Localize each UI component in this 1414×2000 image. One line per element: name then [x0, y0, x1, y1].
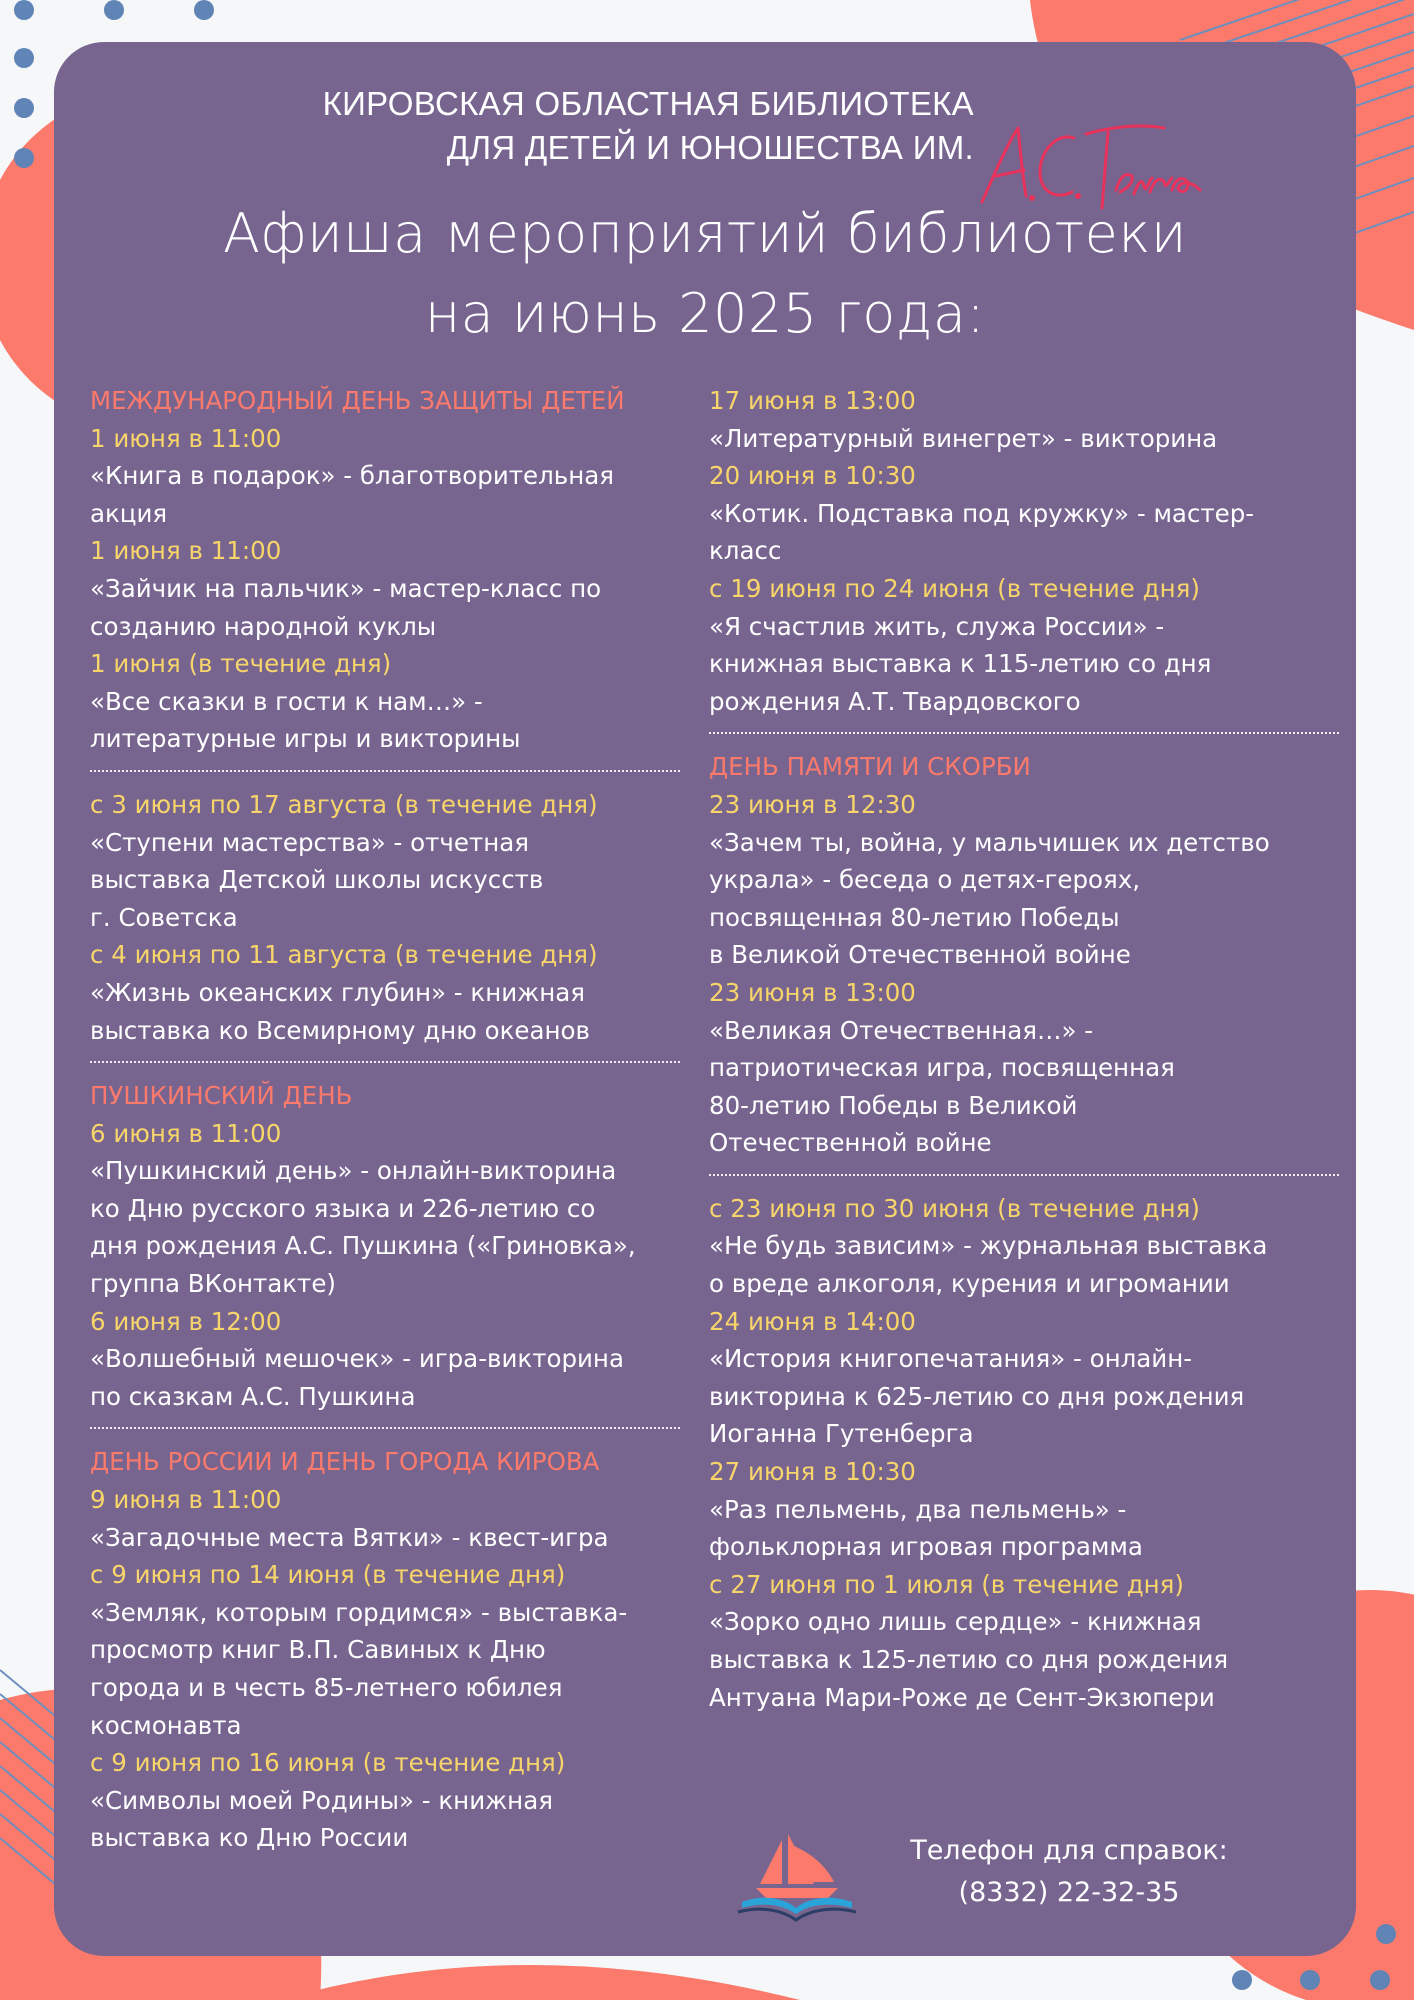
dot-decoration — [14, 148, 34, 168]
event-description: выставка Детской школы искусств — [90, 865, 544, 895]
section-heading: ПУШКИНСКИЙ ДЕНЬ — [90, 1081, 353, 1111]
event-description: Антуана Мари-Роже де Сент-Экзюпери — [709, 1682, 1215, 1712]
dot-decoration — [1232, 1970, 1252, 1990]
section-heading: МЕЖДУНАРОДНЫЙ ДЕНЬ ЗАЩИТЫ ДЕТЕЙ — [90, 386, 625, 415]
event-description: «История книгопечатания» - онлайн- — [709, 1344, 1193, 1374]
event-date: 6 июня в 12:00 — [90, 1306, 282, 1336]
event-description: выставка ко Дню России — [90, 1823, 409, 1853]
event-description: о вреде алкоголя, курения и игромании — [709, 1269, 1230, 1299]
event-description: класс — [709, 536, 782, 566]
event-description: в Великой Отечественной войне — [709, 940, 1131, 970]
dotted-separator — [90, 1061, 680, 1063]
event-description: «Зачем ты, война, у мальчишек их детство — [709, 827, 1270, 857]
event-description: «Символы моей Родины» - книжная — [90, 1785, 553, 1815]
event-date: с 19 июня по 24 июня (в течение дня) — [709, 573, 1200, 603]
event-description: украла» - беседа о детях-героях, — [709, 865, 1141, 895]
title-line2: на июнь 2025 года: — [424, 282, 986, 345]
event-description: созданию народной куклы — [90, 611, 437, 641]
page-title — [54, 194, 1356, 354]
event-description: «Пушкинский день» - онлайн-викторина — [90, 1156, 617, 1186]
event-date: с 23 июня по 30 июня (в течение дня) — [709, 1193, 1200, 1223]
event-description: «Зайчик на пальчик» - мастер-класс по — [90, 573, 602, 603]
event-description: викторина к 625-летию со дня рождения — [709, 1381, 1245, 1411]
contact-label: Телефон для справок: — [910, 1835, 1228, 1866]
title-line1: Афиша мероприятий библиотеки — [223, 202, 1187, 265]
dotted-separator — [709, 1174, 1339, 1176]
event-date: 17 июня в 13:00 — [709, 386, 916, 415]
event-description: «Зорко одно лишь сердце» - книжная — [709, 1607, 1202, 1637]
event-description: по сказкам А.С. Пушкина — [90, 1381, 416, 1411]
event-description: фольклорная игровая программа — [709, 1532, 1143, 1562]
library-name-line2: ДЛЯ ДЕТЕЙ И ЮНОШЕСТВА ИМ. — [446, 129, 974, 166]
event-date: с 9 июня по 14 июня (в течение дня) — [90, 1560, 566, 1590]
event-description: Иоганна Гутенберга — [709, 1419, 974, 1449]
event-date: 1 июня (в течение дня) — [90, 649, 392, 679]
event-description: посвященная 80-летию Победы — [709, 902, 1120, 932]
events-right-column — [709, 382, 1339, 1716]
contact-phone: (8332) 22-32-35 — [958, 1877, 1180, 1908]
event-date: 23 июня в 13:00 — [709, 977, 916, 1007]
dot-decoration — [1300, 1970, 1320, 1990]
event-description: «Загадочные места Вятки» - квест-игра — [90, 1522, 609, 1552]
event-description: группа ВКонтакте) — [90, 1269, 336, 1299]
event-description: «Литературный винегрет» - викторина — [709, 423, 1218, 453]
event-date: 20 июня в 10:30 — [709, 461, 916, 491]
contact-info — [889, 1830, 1249, 1914]
event-description: «Жизнь океанских глубин» - книжная — [90, 977, 586, 1007]
dotted-separator — [709, 732, 1339, 734]
event-description: литературные игры и викторины — [90, 724, 521, 754]
event-description: рождения А.Т. Твардовского — [709, 686, 1081, 716]
dot-decoration — [14, 0, 34, 20]
event-description: «Все сказки в гости к нам…» - — [90, 686, 483, 716]
dot-decoration — [1376, 1924, 1396, 1944]
event-date: 9 июня в 11:00 — [90, 1485, 282, 1515]
event-description: «Раз пельмень, два пельмень» - — [709, 1494, 1127, 1524]
event-date: 1 июня в 11:00 — [90, 423, 282, 453]
event-date: 6 июня в 11:00 — [90, 1118, 282, 1148]
library-name — [224, 82, 974, 170]
dot-decoration — [194, 0, 214, 20]
poster-card — [54, 42, 1356, 1956]
event-date: с 9 июня по 16 июня (в течение дня) — [90, 1748, 566, 1778]
event-description: 80-летию Победы в Великой — [709, 1090, 1078, 1120]
event-description: «Я счастлив жить, служа России» - — [709, 611, 1165, 641]
event-description: книжная выставка к 115-летию со дня — [709, 649, 1212, 679]
event-date: с 3 июня по 17 августа (в течение дня) — [90, 789, 598, 819]
dot-decoration — [14, 48, 34, 68]
event-description: Отечественной войне — [709, 1128, 992, 1158]
event-description: ко Дню русского языка и 226-летию со — [90, 1193, 596, 1223]
dot-decoration — [104, 0, 124, 20]
event-description: «Великая Отечественная…» - — [709, 1015, 1094, 1045]
event-description: города и в честь 85-летнего юбилея — [90, 1673, 563, 1702]
event-description: акция — [90, 498, 168, 528]
event-description: просмотр книг В.П. Савиных к Дню — [90, 1635, 546, 1665]
event-description: «Книга в подарок» - благотворительная — [90, 461, 614, 491]
section-heading: ДЕНЬ ПАМЯТИ И СКОРБИ — [709, 752, 1031, 782]
dot-decoration — [1370, 1970, 1390, 1990]
event-description: г. Советска — [90, 902, 238, 932]
dot-decoration — [14, 98, 34, 118]
event-description: дня рождения А.С. Пушкина («Гриновка», — [90, 1231, 636, 1261]
event-description: «Не будь зависим» - журнальная выставка — [709, 1231, 1268, 1261]
section-heading: ДЕНЬ РОССИИ И ДЕНЬ ГОРОДА КИРОВА — [90, 1447, 600, 1477]
event-description: патриотическая игра, посвященная — [709, 1053, 1175, 1083]
dotted-separator — [90, 1427, 680, 1429]
event-description: «Волшебный мешочек» - игра-викторина — [90, 1344, 624, 1374]
event-description: «Земляк, которым гордимся» - выставка- — [90, 1597, 628, 1627]
coral-shape-bottom-center — [280, 1965, 800, 2000]
event-date: с 4 июня по 11 августа (в течение дня) — [90, 940, 598, 970]
event-description: «Котик. Подставка под кружку» - мастер- — [709, 498, 1255, 528]
event-date: с 27 июня по 1 июля (в течение дня) — [709, 1569, 1184, 1599]
event-description: выставка ко Всемирному дню океанов — [90, 1015, 590, 1045]
event-description: выставка к 125-летию со дня рождения — [709, 1645, 1229, 1674]
library-name-line1: КИРОВСКАЯ ОБЛАСТНАЯ БИБЛИОТЕКА — [322, 85, 974, 122]
event-description: «Ступени мастерства» - отчетная — [90, 827, 530, 857]
ship-on-book-logo — [734, 1832, 859, 1922]
event-description: космонавта — [90, 1710, 242, 1740]
event-date: 1 июня в 11:00 — [90, 536, 282, 566]
event-date: 27 июня в 10:30 — [709, 1457, 916, 1487]
dotted-separator — [90, 770, 680, 772]
event-date: 24 июня в 14:00 — [709, 1306, 916, 1336]
events-left-column — [90, 382, 680, 1857]
event-date: 23 июня в 12:30 — [709, 789, 916, 819]
